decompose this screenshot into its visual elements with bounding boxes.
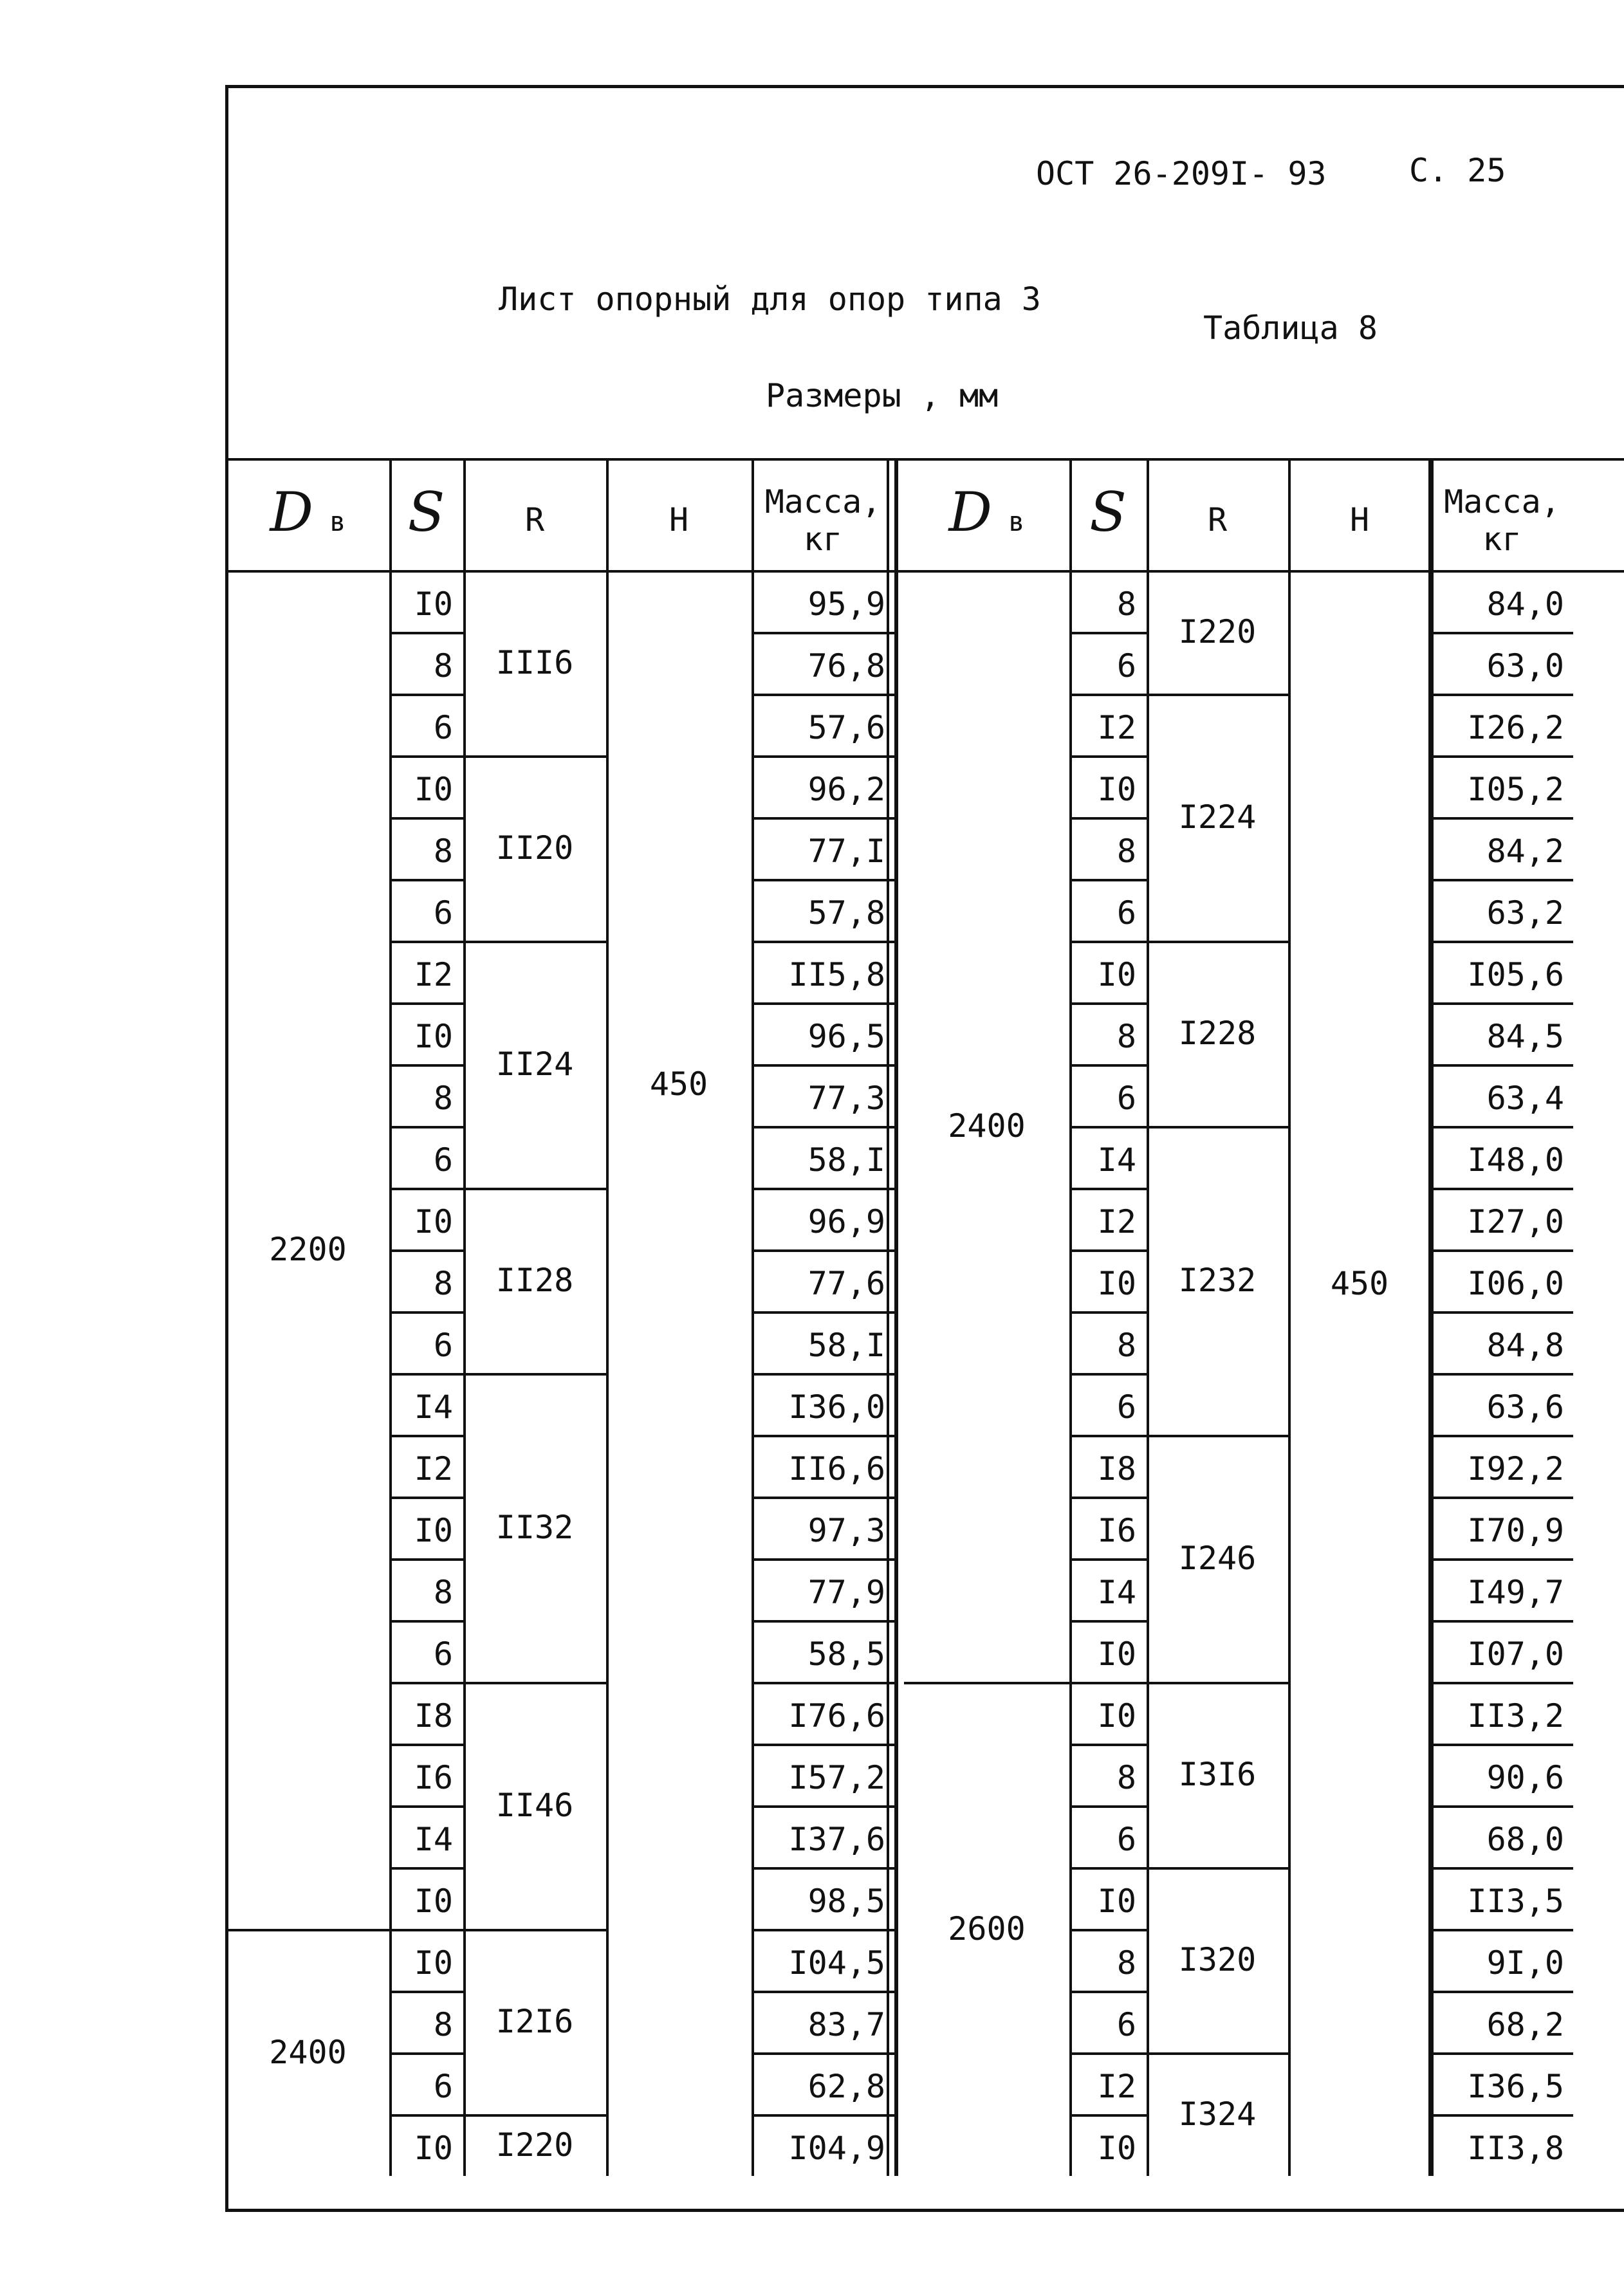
right-mass-row-rule xyxy=(1431,1497,1573,1499)
left-mass-row-rule xyxy=(752,879,894,881)
left-mass-cell: 96,5 xyxy=(807,1018,885,1055)
right-r-group-rule xyxy=(1147,1126,1288,1128)
right-s-row-rule xyxy=(1069,1188,1147,1190)
right-mass-row-rule xyxy=(1431,1064,1573,1067)
center-double-rule xyxy=(887,458,889,2176)
right-mass-row-rule xyxy=(1431,2052,1573,2055)
right-mass-cell: I70,9 xyxy=(1467,1512,1564,1549)
left-s-row-rule xyxy=(389,1497,463,1499)
right-r-group-rule xyxy=(1147,1682,1288,1684)
left-mass-cell: 77,I xyxy=(807,833,885,870)
left-mass-row-rule xyxy=(752,1991,894,1993)
left-mass-cell: 95,9 xyxy=(807,585,885,623)
left-dv-cell: 2200 xyxy=(269,1231,347,1268)
right-s-row-rule xyxy=(1069,694,1147,696)
left-mass-cell: II6,6 xyxy=(788,1450,885,1488)
left-s-cell: I0 xyxy=(414,1018,453,1055)
left-mass-row-rule xyxy=(752,1002,894,1005)
right-s-row-rule xyxy=(1069,941,1147,943)
right-s-cell: I0 xyxy=(1097,1697,1136,1735)
left-mass-cell: I76,6 xyxy=(788,1697,885,1735)
left-s-cell: 8 xyxy=(433,2006,453,2043)
left-s-row-rule xyxy=(389,1249,463,1252)
left-r-cell: I220 xyxy=(495,2126,574,2164)
left-mass-cell: I37,6 xyxy=(788,1821,885,1858)
right-mass-row-rule xyxy=(1431,1373,1573,1376)
left-mass-row-rule xyxy=(752,1497,894,1499)
right-dv-cell: 2600 xyxy=(948,1910,1026,1948)
left-s-row-rule xyxy=(389,1744,463,1746)
right-mass-cell: I36,5 xyxy=(1467,2068,1564,2105)
left-mass-row-rule xyxy=(752,1805,894,1808)
right-mass-cell: 90,6 xyxy=(1486,1759,1564,1796)
right-header-dv-symbol: D в xyxy=(948,481,1025,544)
right-r-group-rule xyxy=(1147,2052,1288,2055)
right-col-divider xyxy=(1431,458,1434,2176)
right-mass-row-rule xyxy=(1431,1311,1573,1314)
left-mass-cell: 77,3 xyxy=(807,1080,885,1117)
right-header-dv xyxy=(904,481,1069,544)
left-mass-cell: 57,8 xyxy=(807,894,885,932)
left-s-row-rule xyxy=(389,1188,463,1190)
right-mass-cell: I06,0 xyxy=(1467,1265,1564,1302)
left-s-cell: I0 xyxy=(414,585,453,623)
right-col-divider xyxy=(1069,458,1072,2176)
right-s-row-rule xyxy=(1069,1435,1147,1437)
right-s-cell: 6 xyxy=(1116,1080,1136,1117)
left-header-mass: Масса, xyxy=(764,483,881,520)
right-header-h: H xyxy=(1349,501,1370,539)
right-s-row-rule xyxy=(1069,1805,1147,1808)
left-s-cell: I8 xyxy=(414,1697,453,1735)
right-s-cell: I8 xyxy=(1097,1450,1136,1488)
right-mass-row-rule xyxy=(1431,1126,1573,1128)
left-header-s xyxy=(389,481,463,544)
right-mass-cell: 63,4 xyxy=(1486,1080,1564,1117)
left-mass-row-rule xyxy=(752,1558,894,1561)
left-s-cell: I2 xyxy=(414,1450,453,1488)
left-r-cell: II24 xyxy=(495,1045,574,1083)
left-s-cell: 8 xyxy=(433,1265,453,1302)
left-s-row-rule xyxy=(389,817,463,820)
left-s-cell: 6 xyxy=(433,1141,453,1179)
right-r-group-rule xyxy=(1147,694,1288,696)
left-r-group-rule xyxy=(463,1929,606,1931)
left-mass-row-rule xyxy=(752,817,894,820)
left-mass-cell: 77,9 xyxy=(807,1574,885,1611)
right-mass-cell: II3,5 xyxy=(1467,1883,1564,1920)
right-s-cell: I0 xyxy=(1097,1883,1136,1920)
left-r-cell: I2I6 xyxy=(495,2003,574,2040)
left-s-row-rule xyxy=(389,1311,463,1314)
left-mass-row-rule xyxy=(752,941,894,943)
left-header-dv-subscript: в xyxy=(313,506,346,537)
right-mass-cell: II3,8 xyxy=(1467,2130,1564,2167)
right-s-row-rule xyxy=(1069,1311,1147,1314)
left-r-group-rule xyxy=(463,2114,606,2117)
table-label: Таблица 8 xyxy=(1203,309,1378,347)
left-mass-cell: 96,2 xyxy=(807,771,885,808)
right-s-cell: I2 xyxy=(1097,709,1136,746)
right-s-row-rule xyxy=(1069,1497,1147,1499)
right-mass-row-rule xyxy=(1431,1249,1573,1252)
right-mass-row-rule xyxy=(1431,817,1573,820)
left-r-cell: II46 xyxy=(495,1787,574,1824)
right-s-cell: I0 xyxy=(1097,2130,1136,2167)
right-s-row-rule xyxy=(1069,1929,1147,1931)
left-s-row-rule xyxy=(389,1126,463,1128)
right-header-s xyxy=(1069,481,1147,544)
left-mass-cell: I36,0 xyxy=(788,1388,885,1426)
right-s-row-rule xyxy=(1069,1682,1147,1684)
left-s-row-rule xyxy=(389,1805,463,1808)
left-mass-row-rule xyxy=(752,2114,894,2117)
right-s-row-rule xyxy=(1069,879,1147,881)
left-mass-cell: I04,9 xyxy=(788,2130,885,2167)
right-r-cell: I228 xyxy=(1178,1015,1257,1052)
left-header-r: R xyxy=(524,501,545,539)
left-s-cell: I0 xyxy=(414,771,453,808)
left-r-group-rule xyxy=(463,1188,606,1190)
left-s-row-rule xyxy=(389,1867,463,1870)
left-header-s-symbol: S xyxy=(407,481,445,544)
right-mass-row-rule xyxy=(1431,1002,1573,1005)
left-r-group-rule xyxy=(463,755,606,758)
right-mass-row-rule xyxy=(1431,1620,1573,1623)
left-mass-cell: 97,3 xyxy=(807,1512,885,1549)
right-dv-group-rule xyxy=(904,1682,1069,1684)
right-mass-cell: I92,2 xyxy=(1467,1450,1564,1488)
left-s-row-rule xyxy=(389,1929,463,1931)
left-s-row-rule xyxy=(389,2052,463,2055)
left-mass-cell: 83,7 xyxy=(807,2006,885,2043)
page-number: С. 25 xyxy=(1409,152,1506,189)
right-mass-cell: 84,8 xyxy=(1486,1327,1564,1364)
right-h-cell: 450 xyxy=(1330,1265,1389,1302)
right-header-mass-unit: кг xyxy=(1482,520,1522,558)
right-mass-row-rule xyxy=(1431,755,1573,758)
left-h-cell: 450 xyxy=(649,1065,708,1103)
left-r-group-rule xyxy=(463,941,606,943)
left-col-divider xyxy=(389,458,392,2176)
right-col-divider xyxy=(1147,458,1149,2176)
left-s-cell: 6 xyxy=(433,709,453,746)
right-mass-row-rule xyxy=(1431,632,1573,634)
right-s-cell: I4 xyxy=(1097,1574,1136,1611)
right-s-row-rule xyxy=(1069,1373,1147,1376)
left-s-cell: I6 xyxy=(414,1759,453,1796)
right-r-cell: I246 xyxy=(1178,1540,1257,1577)
left-col-divider xyxy=(463,458,466,2176)
left-dv-cell: 2400 xyxy=(269,2034,347,2071)
right-mass-cell: 63,2 xyxy=(1486,894,1564,932)
right-mass-cell: 84,0 xyxy=(1486,585,1564,623)
right-s-cell: I2 xyxy=(1097,1203,1136,1240)
right-r-cell: I224 xyxy=(1178,798,1257,836)
left-s-row-rule xyxy=(389,941,463,943)
right-mass-row-rule xyxy=(1431,1991,1573,1993)
right-s-row-rule xyxy=(1069,1249,1147,1252)
right-mass-cell: I26,2 xyxy=(1467,709,1564,746)
left-mass-row-rule xyxy=(752,1744,894,1746)
right-header-s-symbol: S xyxy=(1089,481,1127,544)
left-s-row-rule xyxy=(389,1064,463,1067)
left-s-row-rule xyxy=(389,1682,463,1684)
sheet-title: Лист опорный для опор типа 3 xyxy=(499,281,1041,318)
left-mass-cell: 58,5 xyxy=(807,1635,885,1673)
right-mass-cell: II3,2 xyxy=(1467,1697,1564,1735)
right-mass-row-rule xyxy=(1431,941,1573,943)
left-mass-row-rule xyxy=(752,1620,894,1623)
left-header-mass-unit: кг xyxy=(803,520,843,558)
left-s-cell: I0 xyxy=(414,1512,453,1549)
right-s-cell: I0 xyxy=(1097,1635,1136,1673)
left-s-row-rule xyxy=(389,1991,463,1993)
right-mass-cell: I05,6 xyxy=(1467,956,1564,993)
left-mass-row-rule xyxy=(752,1867,894,1870)
left-s-row-rule xyxy=(389,1002,463,1005)
left-mass-row-rule xyxy=(752,1249,894,1252)
left-col-divider xyxy=(752,458,754,2176)
right-mass-divider xyxy=(1428,458,1431,2176)
right-s-cell: 6 xyxy=(1116,1388,1136,1426)
left-s-row-rule xyxy=(389,879,463,881)
left-mass-row-rule xyxy=(752,1188,894,1190)
left-mass-cell: 77,6 xyxy=(807,1265,885,1302)
right-s-row-rule xyxy=(1069,1744,1147,1746)
left-s-cell: 6 xyxy=(433,894,453,932)
left-mass-row-rule xyxy=(752,1126,894,1128)
right-s-cell: 6 xyxy=(1116,647,1136,685)
right-s-row-rule xyxy=(1069,755,1147,758)
right-mass-cell: 68,2 xyxy=(1486,2006,1564,2043)
left-s-cell: I0 xyxy=(414,1944,453,1982)
left-dv-group-rule xyxy=(226,1929,389,1931)
right-s-row-rule xyxy=(1069,1126,1147,1128)
left-mass-row-rule xyxy=(752,632,894,634)
right-s-cell: 8 xyxy=(1116,833,1136,870)
table-top-rule xyxy=(226,458,1624,461)
left-s-cell: I0 xyxy=(414,2130,453,2167)
left-r-cell: II20 xyxy=(495,829,574,867)
right-mass-cell: I05,2 xyxy=(1467,771,1564,808)
left-s-row-rule xyxy=(389,1373,463,1376)
right-s-cell: 6 xyxy=(1116,2006,1136,2043)
right-mass-row-rule xyxy=(1431,1805,1573,1808)
right-r-group-rule xyxy=(1147,1435,1288,1437)
left-mass-row-rule xyxy=(752,694,894,696)
right-r-cell: I220 xyxy=(1178,613,1257,650)
left-s-cell: I2 xyxy=(414,956,453,993)
right-mass-cell: 84,2 xyxy=(1486,833,1564,870)
left-s-cell: 8 xyxy=(433,647,453,685)
right-mass-cell: 63,0 xyxy=(1486,647,1564,685)
right-s-cell: I6 xyxy=(1097,1512,1136,1549)
left-s-cell: 6 xyxy=(433,2068,453,2105)
left-r-cell: II28 xyxy=(495,1262,574,1299)
left-s-cell: I4 xyxy=(414,1821,453,1858)
left-r-group-rule xyxy=(463,1682,606,1684)
left-s-row-rule xyxy=(389,2114,463,2117)
right-s-cell: 8 xyxy=(1116,1018,1136,1055)
right-mass-row-rule xyxy=(1431,1744,1573,1746)
left-mass-row-rule xyxy=(752,1373,894,1376)
left-mass-row-rule xyxy=(752,1311,894,1314)
left-s-cell: 8 xyxy=(433,833,453,870)
left-mass-row-rule xyxy=(752,1682,894,1684)
left-mass-row-rule xyxy=(752,1435,894,1437)
right-mass-row-rule xyxy=(1431,879,1573,881)
right-mass-row-rule xyxy=(1431,1929,1573,1931)
left-s-row-rule xyxy=(389,1620,463,1623)
right-r-cell: I3I6 xyxy=(1178,1756,1257,1793)
left-mass-row-rule xyxy=(752,1929,894,1931)
right-s-cell: I2 xyxy=(1097,2068,1136,2105)
right-s-cell: 8 xyxy=(1116,1759,1136,1796)
left-header-h: H xyxy=(669,501,689,539)
right-mass-cell: 84,5 xyxy=(1486,1018,1564,1055)
left-s-row-rule xyxy=(389,632,463,634)
left-header-dv-symbol: D в xyxy=(270,481,346,544)
right-s-row-rule xyxy=(1069,1064,1147,1067)
right-s-row-rule xyxy=(1069,817,1147,820)
right-mass-cell: I48,0 xyxy=(1467,1141,1564,1179)
center-double-rule xyxy=(896,458,898,2176)
left-s-row-rule xyxy=(389,755,463,758)
right-mass-row-rule xyxy=(1431,2114,1573,2117)
left-mass-cell: 58,I xyxy=(807,1327,885,1364)
right-header-dv-subscript: в xyxy=(992,506,1025,537)
left-mass-row-rule xyxy=(752,2052,894,2055)
left-s-row-rule xyxy=(389,1558,463,1561)
right-mass-row-rule xyxy=(1431,1435,1573,1437)
left-s-cell: I0 xyxy=(414,1883,453,1920)
right-r-group-rule xyxy=(1147,1867,1288,1870)
right-header-r: R xyxy=(1207,501,1228,539)
right-s-row-rule xyxy=(1069,1620,1147,1623)
units-caption: Размеры , мм xyxy=(766,377,999,414)
right-r-cell: I324 xyxy=(1178,2095,1257,2133)
left-mass-cell: 96,9 xyxy=(807,1203,885,1240)
right-s-cell: I0 xyxy=(1097,771,1136,808)
left-mass-cell: 98,5 xyxy=(807,1883,885,1920)
document-code: ОСТ 26-209I- 93 xyxy=(1036,155,1327,192)
right-mass-cell: 9I,0 xyxy=(1486,1944,1564,1982)
left-mass-cell: 58,I xyxy=(807,1141,885,1179)
right-s-cell: 8 xyxy=(1116,1944,1136,1982)
left-r-cell: II32 xyxy=(495,1509,574,1546)
left-mass-row-rule xyxy=(752,1064,894,1067)
left-s-cell: 6 xyxy=(433,1327,453,1364)
left-r-cell: III6 xyxy=(495,644,574,681)
left-s-cell: 8 xyxy=(433,1574,453,1611)
right-mass-row-rule xyxy=(1431,1867,1573,1870)
right-s-cell: I4 xyxy=(1097,1141,1136,1179)
right-mass-row-rule xyxy=(1431,1558,1573,1561)
left-mass-cell: 76,8 xyxy=(807,647,885,685)
left-r-group-rule xyxy=(463,1373,606,1376)
right-mass-row-rule xyxy=(1431,694,1573,696)
right-s-cell: 6 xyxy=(1116,1821,1136,1858)
right-s-cell: I0 xyxy=(1097,956,1136,993)
right-s-cell: 6 xyxy=(1116,894,1136,932)
left-header-dv xyxy=(226,481,389,544)
right-r-cell: I320 xyxy=(1178,1941,1257,1978)
right-s-row-rule xyxy=(1069,1002,1147,1005)
right-s-row-rule xyxy=(1069,2114,1147,2117)
right-s-row-rule xyxy=(1069,632,1147,634)
left-s-cell: I4 xyxy=(414,1388,453,1426)
right-s-row-rule xyxy=(1069,1991,1147,1993)
right-col-divider xyxy=(1288,458,1291,2176)
left-mass-cell: II5,8 xyxy=(788,956,885,993)
right-mass-cell: I27,0 xyxy=(1467,1203,1564,1240)
right-mass-row-rule xyxy=(1431,1682,1573,1684)
right-s-row-rule xyxy=(1069,1867,1147,1870)
left-mass-cell: I57,2 xyxy=(788,1759,885,1796)
right-mass-cell: 68,0 xyxy=(1486,1821,1564,1858)
right-mass-cell: I49,7 xyxy=(1467,1574,1564,1611)
right-mass-cell: I07,0 xyxy=(1467,1635,1564,1673)
left-s-cell: 8 xyxy=(433,1080,453,1117)
right-mass-cell: 63,6 xyxy=(1486,1388,1564,1426)
left-col-divider xyxy=(606,458,609,2176)
header-bottom-rule xyxy=(226,570,1624,573)
right-s-cell: I0 xyxy=(1097,1265,1136,1302)
right-r-cell: I232 xyxy=(1178,1262,1257,1299)
right-s-row-rule xyxy=(1069,1558,1147,1561)
left-mass-row-rule xyxy=(752,755,894,758)
right-r-group-rule xyxy=(1147,941,1288,943)
left-mass-cell: 62,8 xyxy=(807,2068,885,2105)
left-s-row-rule xyxy=(389,694,463,696)
right-dv-cell: 2400 xyxy=(948,1107,1026,1145)
right-s-cell: 8 xyxy=(1116,585,1136,623)
left-s-cell: I0 xyxy=(414,1203,453,1240)
left-s-row-rule xyxy=(389,1435,463,1437)
right-header-mass: Масса, xyxy=(1444,483,1560,520)
right-s-cell: 8 xyxy=(1116,1327,1136,1364)
left-mass-cell: I04,5 xyxy=(788,1944,885,1982)
right-s-row-rule xyxy=(1069,2052,1147,2055)
left-mass-cell: 57,6 xyxy=(807,709,885,746)
right-mass-row-rule xyxy=(1431,1188,1573,1190)
left-s-cell: 6 xyxy=(433,1635,453,1673)
